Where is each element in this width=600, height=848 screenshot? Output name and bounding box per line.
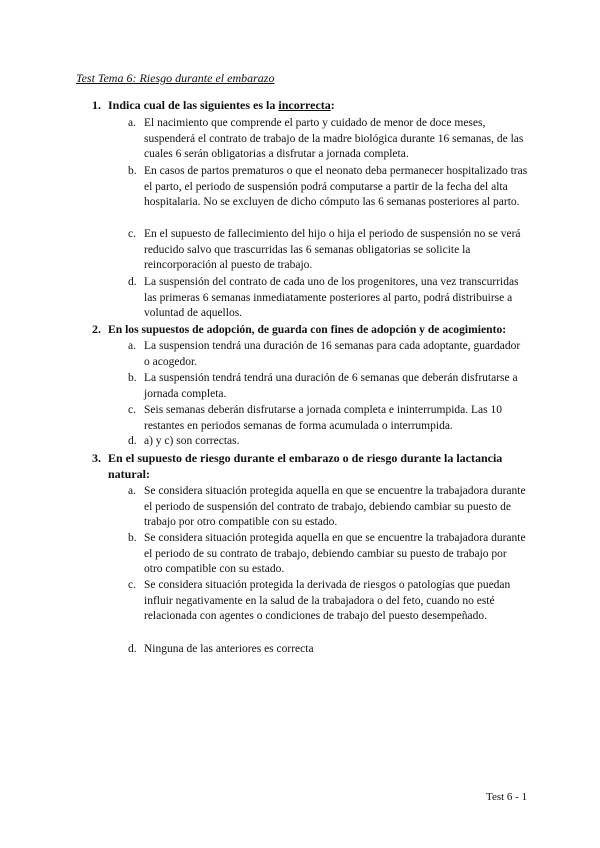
question-3 (92, 451, 512, 482)
option-letter: a. (128, 117, 136, 129)
option-1b (128, 164, 528, 211)
option-text: La suspensión tendrá tendrá una duración de 6 semanas que deberán disfrutarse a jornada completa. (144, 372, 518, 400)
option-letter: c. (128, 579, 136, 591)
option-letter: b. (128, 372, 137, 384)
option-1a (128, 116, 528, 163)
option-2a (128, 339, 528, 370)
option-text: Se considera situación protegida la derivada de riesgos o patologías que puedan influir negativamente en la salud de la trabajadora o del feto, cuando no esté relacionada con agentes o condiciones de trabajo del puesto desempeñado. (144, 579, 511, 623)
option-letter: c. (128, 228, 136, 240)
question-number: 3. (92, 451, 101, 465)
option-letter: d. (128, 276, 137, 288)
option-text: La suspension tendrá una duración de 16 semanas para cada adoptante, guardador o acogedor. (144, 340, 521, 368)
question-number: 1. (92, 98, 101, 112)
question-text-underlined: incorrecta (278, 98, 331, 112)
option-letter: d. (128, 643, 137, 655)
option-letter: d. (128, 435, 137, 447)
option-text: Se considera situación protegida aquella en que se encuentre la trabajadora durante el periodo de suspensión del contrato de trabajo, debiendo cambiar su puesto de trabajo por otro compatible con su estado. (144, 485, 526, 529)
page-footer: Test 6 - 1 (486, 791, 528, 803)
option-letter: b. (128, 532, 137, 544)
option-text: Ninguna de las anteriores es correcta (144, 643, 314, 655)
option-text: Se considera situación protegida aquella en que se encuentre la trabajadora durante el periodo de su contrato de trabajo, debiendo cambiar su puesto de trabajo por otro compatible con su estado. (144, 532, 526, 576)
option-text: En el supuesto de fallecimiento del hijo o hija el periodo de suspensión no se verá reducido salvo que trascurridas las 6 semanas obligatorias se solicite la reincorporación al puesto de trabajo. (144, 228, 521, 272)
option-text: En casos de partos prematuros o que el neonato deba permanecer hospitalizado tras el parto, el periodo de suspensión podrá computarse a partir de la fecha del alta hospitalaria. No se excluyen de dicho cómputo las 6 semanas posteriores al parto. (144, 165, 528, 209)
question-text: En el supuesto de riesgo durante el embarazo o de riesgo durante la lactancia natural: (108, 451, 503, 481)
option-2d (128, 434, 528, 450)
option-letter: b. (128, 165, 137, 177)
option-1c (128, 227, 528, 274)
option-2c (128, 403, 528, 434)
option-letter: a. (128, 340, 136, 352)
question-2 (92, 322, 552, 338)
question-text (108, 98, 542, 114)
option-3d (128, 642, 528, 658)
question-text-part: Indica cual de las siguientes es la (108, 98, 279, 112)
option-text: Seis semanas deberán disfrutarse a jornada completa e ininterrumpida. Las 10 restantes en periodos semanas de forma acumulada o interrumpida. (144, 404, 502, 432)
option-letter: a. (128, 485, 136, 497)
option-3a (128, 484, 528, 531)
document-title: Test Tema 6: Riesgo durante el embarazo (76, 71, 275, 85)
option-3c (128, 578, 528, 625)
option-text: a) y c) son correctas. (144, 435, 240, 447)
option-letter: c. (128, 404, 136, 416)
question-text-part: : (330, 98, 335, 112)
option-2b (128, 371, 528, 402)
option-3b (128, 531, 528, 578)
question-1 (92, 98, 542, 114)
option-1d (128, 275, 528, 322)
option-text: La suspensión del contrato de cada uno de los progenitores, una vez transcurridas las primeras 6 semanas inmediatamente posteriores al parto, podrá distribuirse a voluntad de aquellos. (144, 276, 519, 320)
question-number: 2. (92, 322, 101, 336)
question-text: En los supuestos de adopción, de guarda con fines de adopción y de acogimiento: (108, 323, 507, 336)
option-text: El nacimiento que comprende el parto y cuidado de menor de doce meses, suspenderá el contrato de trabajo de la madre biológica durante 16 semanas, de las cuales 6 serán obligatorias a disfrutar a jornada completa. (144, 117, 524, 161)
